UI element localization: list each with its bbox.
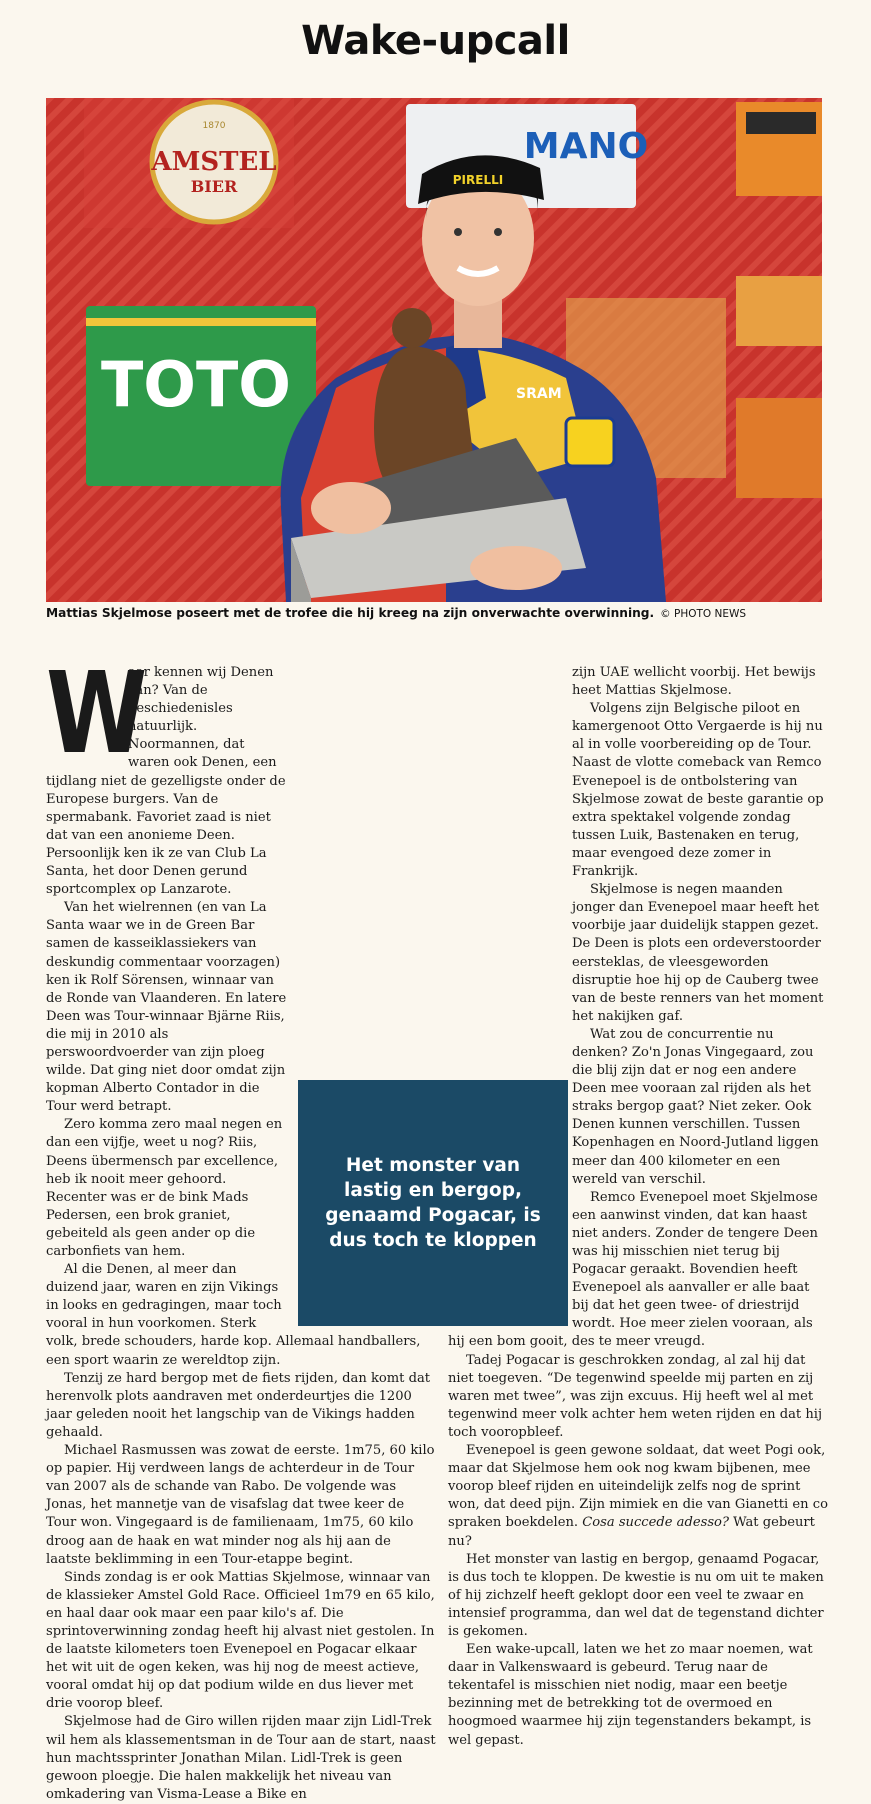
- svg-text:AMSTEL: AMSTEL: [151, 147, 277, 177]
- paragraph: Volgens zijn Belgische piloot en kamergenoot Otto Vergaerde is hij nu al in volle voorbereiding op de Tour. Naast de vlotte comeback van Remco Evenepoel is de ontbolstering van Skjelmose zowat de beste garantie op extra spektakel volgende zondag tussen Luik, Bastenaken en terug, maar evengoed deze zomer in Frankrijk.: [572, 701, 824, 880]
- paragraph: Tadej Pogacar is geschrokken zondag, al zal hij dat niet toegeven. “De tegenwind speelde mij parten en zij waren met twee”, was zijn excuus. Hij heeft wel al met tegenwind meer volk achter hem weten rijden en dat hij toch vooropbleef.: [448, 1352, 823, 1440]
- headline: Wake-upcall: [301, 18, 570, 64]
- paragraph-text: Evenepoel is geen gewone soldaat, dat weet Pogi ook, maar dat Skjelmose hem ook nog kwam bijbenen, mee voorop bleef rijden en uiteindelijk zelfs nog de sprint won, dat deed pijn. Zijn mimiek en die van Gianetti en co spraken boekdelen.: [448, 1443, 828, 1531]
- amstel-logo: [150, 102, 276, 222]
- italic-phrase: Cosa succede adesso?: [582, 1515, 729, 1531]
- drop-cap: W: [46, 649, 143, 779]
- paragraph: Sinds zondag is er ook Mattias Skjelmose, winnaar van de klassieker Amstel Gold Race. Officieel 1m79 en 65 kilo, en haal daar ook maar een paar kilo's af. Die sprintoverwinning zondag heeft hij alvast niet gestolen. In de laatste kilometers toen Evenepoel en Pogacar elkaar het wit uit de ogen keken, was hij nog de meest actieve, vooral omdat hij op dat podium wilde en dus liever met drie voorop bleef.: [46, 1569, 435, 1712]
- paragraph: Tenzij ze hard bergop met de fiets rijden, dan komt dat herenvolk plots aandraven met onderdeurtjes die 1200 jaar geleden nooit het langschip van de Vikings hadden gehaald.: [46, 1370, 431, 1440]
- svg-text:BIER: BIER: [190, 177, 238, 196]
- paragraph: Skjelmose had de Giro willen rijden maar zijn Lidl-Trek wil hem als klassementsman in de Tour aan de start, naast hun machtssprinter Jonathan Milan. Lidl-Trek is geen gewoon ploegje. Die halen makkelijk het niveau van omkadering van Visma-Lease a Bike en: [46, 1714, 436, 1802]
- italic-followup: Wat gebeurt nu?: [448, 1515, 815, 1549]
- paragraph: [448, 1442, 828, 1551]
- svg-text:1870: 1870: [202, 121, 226, 131]
- paragraph: Wat zou de concurrentie nu denken? Zo'n Jonas Vingegaard, zou die blij zijn dat er nog een andere Deen mee vooraan zal rijden als het straks bergop gaat? Niet zeker. Ook Denen kunnen verschillen. Tussen Kopenhagen en Noord-Jutland liggen meer dan 400 kilometer en een wereld van verschil.: [572, 1026, 819, 1187]
- photo-credit: © PHOTO NEWS: [660, 608, 747, 620]
- paragraph: Skjelmose is negen maanden jonger dan Evenepoel maar heeft het voorbije jaar duidelijk stappen gezet. De Deen is plots een ordeverstoorder eersteklas, de vleesgeworden disruptie hoe hij op de Cauberg twee van de beste renners van het moment het nakijken gaf.: [572, 882, 824, 1024]
- paragraph: Van het wielrennen (en van La Santa waar we in de Green Bar samen de kasseiklassiekers van deskundig commentaar voorzagen) ken ik Rolf Sörensen, winnaar van de Ronde van Vlaanderen. En latere Deen was Tour-winnaar Bjärne Riis, die mij in 2010 als perswoordvoerder van zijn ploeg wilde. Dat ging niet door omdat zijn kopman Alberto Contador in die Tour werd betrapt.: [46, 900, 287, 1115]
- paragraph: Een wake-upcall, laten we het zo maar noemen, wat daar in Valkenswaard is gebeurd. Terug naar de tekentafel is misschien niet nodig, maar een beetje bezinning met de betrekking tot de overmoed en hoogmoed waarmee hij zijn tegenstanders bekampt, is wel gepast.: [448, 1642, 813, 1748]
- paragraph: Michael Rasmussen was zowat de eerste. 1m75, 60 kilo op papier. Hij verdween langs de achterdeur in de Tour van 2007 als de schande van Rabo. De volgende was Jonas, het mannetje van de visafslag dat twee keer de Tour won. Vingegaard is de familienaam, 1m75, 60 kilo droog aan de haak en wat minder nog als hij aan de laatste beklimming in een Tour-etappe begint.: [46, 1443, 435, 1567]
- paragraph: zijn UAE wellicht voorbij. Het bewijs heet Mattias Skjelmose.: [572, 665, 816, 699]
- shimano-banner: MANO: [523, 126, 649, 167]
- svg-text:SRAM: SRAM: [516, 386, 562, 402]
- photo-caption: [46, 606, 826, 620]
- pull-quote-text: Het monster van lastig en bergop, genaamd Pogacar, is dus toch te kloppen: [325, 1155, 541, 1251]
- caption-text: Mattias Skjelmose poseert met de trofee die hij kreeg na zijn onverwachte overwinning.: [46, 606, 655, 620]
- toto-banner: TOTO: [101, 348, 291, 421]
- paragraph: Zero komma zero maal negen en dan een vijfje, weet u nog? Riis, Deens übermensch par excellence, heb ik nooit meer gehoord. Recenter was er de bink Mads Pedersen, een brok graniet, gebeiteld als geen ander op die carbonfiets van hem.: [46, 1117, 283, 1259]
- paragraph: aar kennen wij Denen van? Van de geschiedenisles natuurlijk. Noormannen, dat waren ook Denen, een tijdlang niet de gezelligste onder de Europese burgers. Van de spermabank. Favoriet zaad is niet dat van een anonieme Deen. Persoonlijk ken ik ze van Club La Santa, het door Denen gerund sportcomplex op Lanzarote.: [46, 665, 286, 898]
- paragraph: Het monster van lastig en bergop, genaamd Pogacar, is dus toch te kloppen. De kwestie is nu om uit te maken of hij zichzelf heeft geklopt door een veel te zwaar en intensief programma, dan wel dat de tegenstand dichter is gekomen.: [448, 1551, 824, 1639]
- pull-quote: [298, 1080, 568, 1326]
- paragraph: Al die Denen, al meer dan duizend jaar, waren en zijn Vikings in looks en gedragingen, maar toch vooral in hun voorkomen. Sterk volk, brede schouders, harde kop. Allemaal handballers, een sport waarin ze wereldtop zijn.: [46, 1262, 421, 1368]
- article-photo: [46, 98, 822, 602]
- paragraph: Remco Evenepoel moet Skjelmose een aanwinst vinden, dat kan haast niet anders. Zonder de tengere Deen was hij misschien niet terug bij Pogacar geraakt. Bovendien heeft Evenepoel als aanvaller er alle baat bij dat het geen twee- of driestrijd wordt. Hoe meer zielen vooraan, als hij een bom gooit, des te meer vreugd.: [448, 1189, 818, 1350]
- svg-text:PIRELLI: PIRELLI: [452, 173, 504, 187]
- podium-photo: [46, 98, 822, 602]
